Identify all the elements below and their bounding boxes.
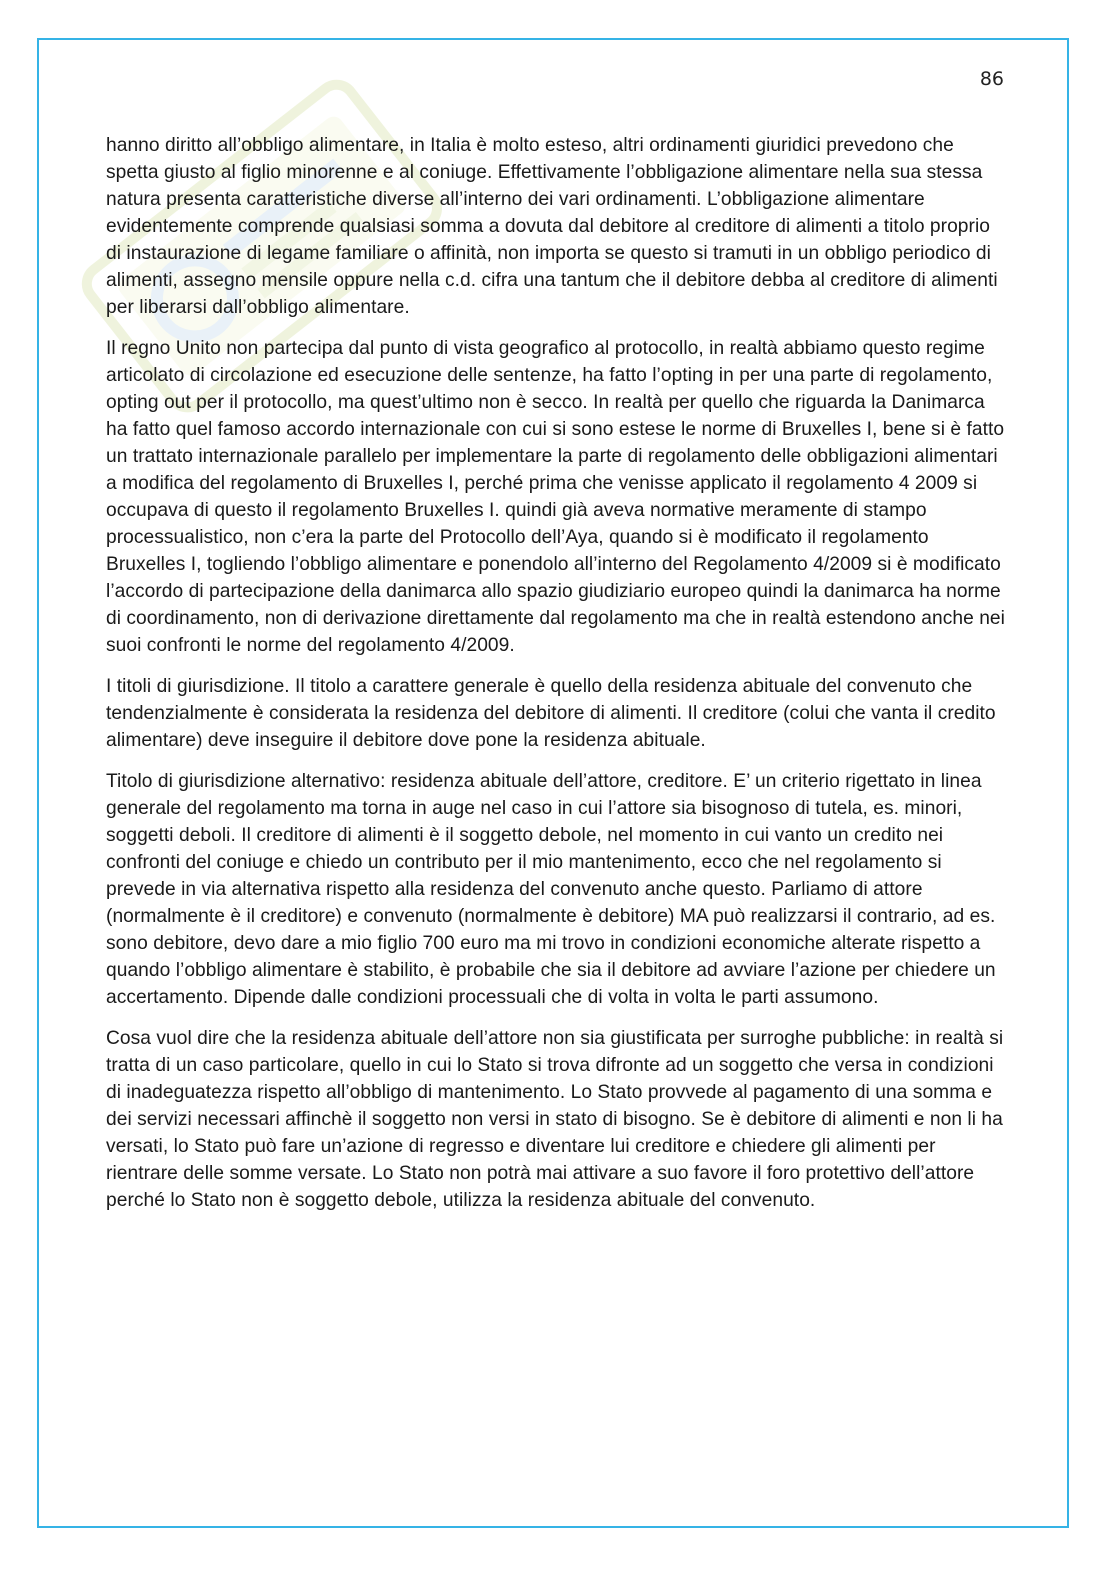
paragraph: hanno diritto all’obbligo alimentare, in Italia è molto esteso, altri ordinamenti giuridici prevedono che spetta giusto al figlio minorenne e al coniuge. Effettivamente l’obbligazione alimentare nella sua stessa natura presenta caratteristiche diverse all’interno dei vari ordinamenti. L’obbligazione alimentare evidentemente comprende qualsiasi somma a dovuta dal debitore al creditore di alimenti a titolo proprio di instaurazione di legame familiare o affinità, non importa se questo si tramuti in un obbligo periodico di alimenti, assegno mensile oppure nella c.d. cifra una tantum che il debitore debba al creditore di alimenti per liberarsi dall’obbligo alimentare. — [106, 135, 998, 318]
paragraph: Titolo di giurisdizione alternativo: residenza abituale dell’attore, creditore. E’ un criterio rigettato in linea generale del regolamento ma torna in auge nel caso in cui l’attore sia bisognoso di tutela, es. minori, soggetti deboli. Il creditore di alimenti è il soggetto debole, nel momento in cui vanto un credito nei confronti del coniuge e chiedo un contributo per il mio mantenimento, ecco che nel regolamento si prevede in via alternativa rispetto alla residenza del convenuto anche questo. Parliamo di attore (normalmente è il creditore) e convenuto (normalmente è debitore) MA può realizzarsi il contrario, ad es. sono debitore, devo dare a mio figlio 700 euro ma mi trovo in condizioni economiche alterate rispetto a quando l’obbligo alimentare è stabilito, è probabile che sia il debitore ad avviare l’azione per chiedere un accertamento. Dipende dalle condizioni processuali che di volta in volta le parti assumono. — [106, 771, 996, 1008]
paragraph: Il regno Unito non partecipa dal punto di vista geografico al protocollo, in realtà abbiamo questo regime articolato di circolazione ed esecuzione delle sentenze, ha fatto l’opting in per una parte di regolamento, opting out per il protocollo, ma quest’ultimo non è secco. In realtà per quello che riguarda la Danimarca ha fatto quel famoso accordo internazionale con cui si sono estese le norme di Bruxelles I, bene si è fatto un trattato internazionale parallelo per implementare la parte di regolamento delle obbligazioni alimentari a modifica del regolamento di Bruxelles I, perché prima che venisse applicato il regolamento 4 2009 si occupava di questo il regolamento Bruxelles I. quindi già aveva normative meramente di stampo processualistico, non c’era la parte del Protocollo dell’Aya, quando si è modificato il regolamento Bruxelles I, togliendo l’obbligo alimentare e ponendolo all’interno del Regolamento 4/2009 si è modificato l’accordo di partecipazione della danimarca allo spazio giudiziario europeo quindi la danimarca ha norme di coordinamento, non di derivazione direttamente dal regolamento ma che in realtà estendono anche nei suoi confronti le norme del regolamento 4/2009. — [106, 338, 1005, 656]
paragraph: Cosa vuol dire che la residenza abituale dell’attore non sia giustificata per surroghe pubbliche: in realtà si tratta di un caso particolare, quello in cui lo Stato si trova difronte ad un soggetto che versa in condizioni di inadeguatezza rispetto all’obbligo di mantenimento. Lo Stato provvede al pagamento di una somma e dei servizi necessari affinchè il soggetto non versi in stato di bisogno. Se è debitore di alimenti e non li ha versati, lo Stato può fare un’azione di regresso e diventare lui creditore e chiedere gli alimenti per rientrare delle somme versate. Lo Stato non potrà mai attivare a suo favore il foro protettivo dell’attore perché lo Stato non è soggetto debole, utilizza la residenza abituale del convenuto. — [106, 1028, 1004, 1211]
page-number: 86 — [979, 68, 1004, 90]
paragraph: I titoli di giurisdizione. Il titolo a carattere generale è quello della residenza abituale del convenuto che tendenzialmente è considerata la residenza del debitore di alimenti. Il creditore (colui che vanta il credito alimentare) deve inseguire il debitore dove pone la residenza abituale. — [106, 676, 996, 751]
document-body — [106, 132, 1006, 1228]
